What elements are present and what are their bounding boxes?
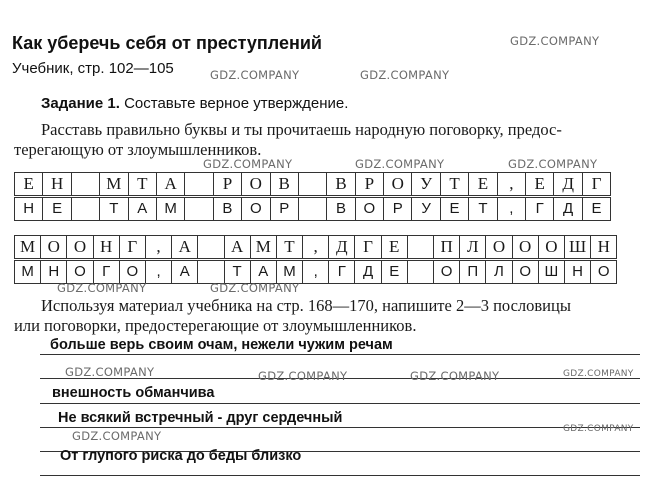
- letter-cell[interactable]: М: [15, 261, 41, 284]
- watermark: GDZ.COMPANY: [210, 281, 300, 295]
- letter-cell: [408, 236, 434, 259]
- letter-cell[interactable]: ,: [146, 261, 172, 284]
- letter-cell: [72, 173, 100, 196]
- scrambled-row-2: [14, 235, 617, 259]
- answer-line: [40, 403, 640, 404]
- letter-cell[interactable]: [408, 261, 434, 284]
- letter-cell[interactable]: О: [434, 261, 460, 284]
- letter-cell: ,: [498, 173, 526, 196]
- letter-cell: Е: [469, 173, 497, 196]
- letter-cell: О: [67, 236, 93, 259]
- letter-cell: [299, 173, 327, 196]
- watermark: GDZ.COMPANY: [203, 157, 293, 171]
- letter-cell[interactable]: М: [157, 198, 185, 221]
- watermark: GDZ.COMPANY: [508, 157, 598, 171]
- letter-cell[interactable]: Ш: [539, 261, 565, 284]
- instruction-line-3: Используя материал учебника на стр. 168—170, напишите 2—3 пословицы: [41, 296, 571, 315]
- letter-cell[interactable]: [185, 198, 213, 221]
- answer-text[interactable]: внешность обманчива: [52, 385, 215, 401]
- scrambled-row-1: [14, 172, 611, 196]
- letter-cell: М: [251, 236, 277, 259]
- letter-cell[interactable]: М: [277, 261, 303, 284]
- letter-cell[interactable]: Т: [100, 198, 128, 221]
- watermark: GDZ.COMPANY: [355, 157, 445, 171]
- letter-cell[interactable]: Р: [384, 198, 412, 221]
- instruction-line-2: терегающую от злоумышленников.: [14, 140, 262, 159]
- letter-cell: Н: [43, 173, 71, 196]
- letter-cell[interactable]: [72, 198, 100, 221]
- letter-cell[interactable]: А: [172, 261, 198, 284]
- letter-cell: Т: [129, 173, 157, 196]
- letter-cell[interactable]: ,: [303, 261, 329, 284]
- watermark: GDZ.COMPANY: [563, 369, 634, 379]
- watermark: GDZ.COMPANY: [510, 34, 600, 48]
- letter-cell[interactable]: В: [214, 198, 242, 221]
- letter-cell[interactable]: А: [129, 198, 157, 221]
- letter-cell[interactable]: Н: [15, 198, 43, 221]
- letter-cell[interactable]: Е: [583, 198, 611, 221]
- letter-cell: Е: [382, 236, 408, 259]
- watermark: GDZ.COMPANY: [563, 424, 634, 434]
- answer-text[interactable]: От глупого риска до беды близко: [60, 448, 302, 464]
- letter-cell: Г: [355, 236, 381, 259]
- answer-text[interactable]: Не всякий встречный - друг сердечный: [58, 410, 343, 426]
- letter-cell: Т: [441, 173, 469, 196]
- letter-cell: Н: [94, 236, 120, 259]
- letter-cell[interactable]: [299, 198, 327, 221]
- letter-cell: Т: [277, 236, 303, 259]
- letter-cell[interactable]: Т: [225, 261, 251, 284]
- letter-cell[interactable]: Д: [554, 198, 582, 221]
- textbook-reference: Учебник, стр. 102—105: [12, 60, 174, 77]
- answer-text[interactable]: больше верь своим очам, нежели чужим речам: [50, 337, 393, 353]
- letter-cell: Р: [214, 173, 242, 196]
- letter-cell: Н: [591, 236, 617, 259]
- letter-cell[interactable]: О: [120, 261, 146, 284]
- letter-cell: ,: [146, 236, 172, 259]
- letter-cell: А: [172, 236, 198, 259]
- letter-cell: О: [486, 236, 512, 259]
- letter-cell[interactable]: Д: [355, 261, 381, 284]
- letter-cell[interactable]: Т: [469, 198, 497, 221]
- letter-cell: А: [157, 173, 185, 196]
- letter-cell[interactable]: Р: [271, 198, 299, 221]
- watermark: GDZ.COMPANY: [210, 68, 300, 82]
- letter-cell: Г: [583, 173, 611, 196]
- task-heading: [41, 95, 348, 112]
- letter-cell[interactable]: Е: [382, 261, 408, 284]
- letter-cell: [185, 173, 213, 196]
- task-label: Задание 1.: [41, 95, 120, 112]
- letter-cell: В: [327, 173, 355, 196]
- letter-cell: ,: [303, 236, 329, 259]
- letter-cell[interactable]: Г: [526, 198, 554, 221]
- letter-cell[interactable]: О: [356, 198, 384, 221]
- letter-cell[interactable]: Г: [329, 261, 355, 284]
- answer-row-1: [14, 197, 611, 221]
- letter-cell: Д: [554, 173, 582, 196]
- letter-cell: О: [539, 236, 565, 259]
- instruction-line-1: Расставь правильно буквы и ты прочитаешь народную поговорку, предос-: [41, 120, 562, 139]
- letter-cell: Д: [329, 236, 355, 259]
- watermark: GDZ.COMPANY: [258, 369, 348, 383]
- letter-cell: Е: [15, 173, 43, 196]
- watermark: GDZ.COMPANY: [410, 369, 500, 383]
- task-text: Составьте верное утверждение.: [124, 95, 349, 112]
- watermark: GDZ.COMPANY: [360, 68, 450, 82]
- letter-cell: У: [412, 173, 440, 196]
- letter-cell: Г: [120, 236, 146, 259]
- letter-cell[interactable]: Е: [43, 198, 71, 221]
- letter-cell: О: [242, 173, 270, 196]
- letter-cell[interactable]: П: [460, 261, 486, 284]
- answer-line: [40, 475, 640, 476]
- letter-cell[interactable]: О: [513, 261, 539, 284]
- letter-cell[interactable]: В: [327, 198, 355, 221]
- letter-cell: О: [41, 236, 67, 259]
- letter-cell: О: [513, 236, 539, 259]
- letter-cell: О: [384, 173, 412, 196]
- page-title: Как уберечь себя от преступлений: [12, 33, 322, 53]
- watermark: GDZ.COMPANY: [57, 281, 147, 295]
- letter-cell: Е: [526, 173, 554, 196]
- letter-cell[interactable]: А: [251, 261, 277, 284]
- letter-cell: М: [100, 173, 128, 196]
- answer-line: [40, 354, 640, 355]
- letter-cell[interactable]: Н: [41, 261, 67, 284]
- letter-cell[interactable]: Н: [565, 261, 591, 284]
- letter-cell: Р: [356, 173, 384, 196]
- letter-cell[interactable]: Г: [94, 261, 120, 284]
- letter-cell[interactable]: У: [412, 198, 440, 221]
- letter-cell: Л: [460, 236, 486, 259]
- letter-cell: В: [271, 173, 299, 196]
- letter-cell: Ш: [565, 236, 591, 259]
- watermark: GDZ.COMPANY: [72, 429, 162, 443]
- letter-cell[interactable]: Л: [486, 261, 512, 284]
- answer-line: [40, 427, 640, 428]
- letter-cell[interactable]: О: [242, 198, 270, 221]
- letter-cell: А: [225, 236, 251, 259]
- letter-cell[interactable]: ,: [498, 198, 526, 221]
- letter-cell[interactable]: О: [591, 261, 617, 284]
- letter-cell[interactable]: Е: [441, 198, 469, 221]
- instruction-line-4: или поговорки, предостерегающие от злоумышленников.: [14, 316, 417, 335]
- watermark: GDZ.COMPANY: [65, 365, 155, 379]
- letter-cell: М: [15, 236, 41, 259]
- letter-cell: [198, 236, 224, 259]
- letter-cell: П: [434, 236, 460, 259]
- letter-cell[interactable]: О: [67, 261, 93, 284]
